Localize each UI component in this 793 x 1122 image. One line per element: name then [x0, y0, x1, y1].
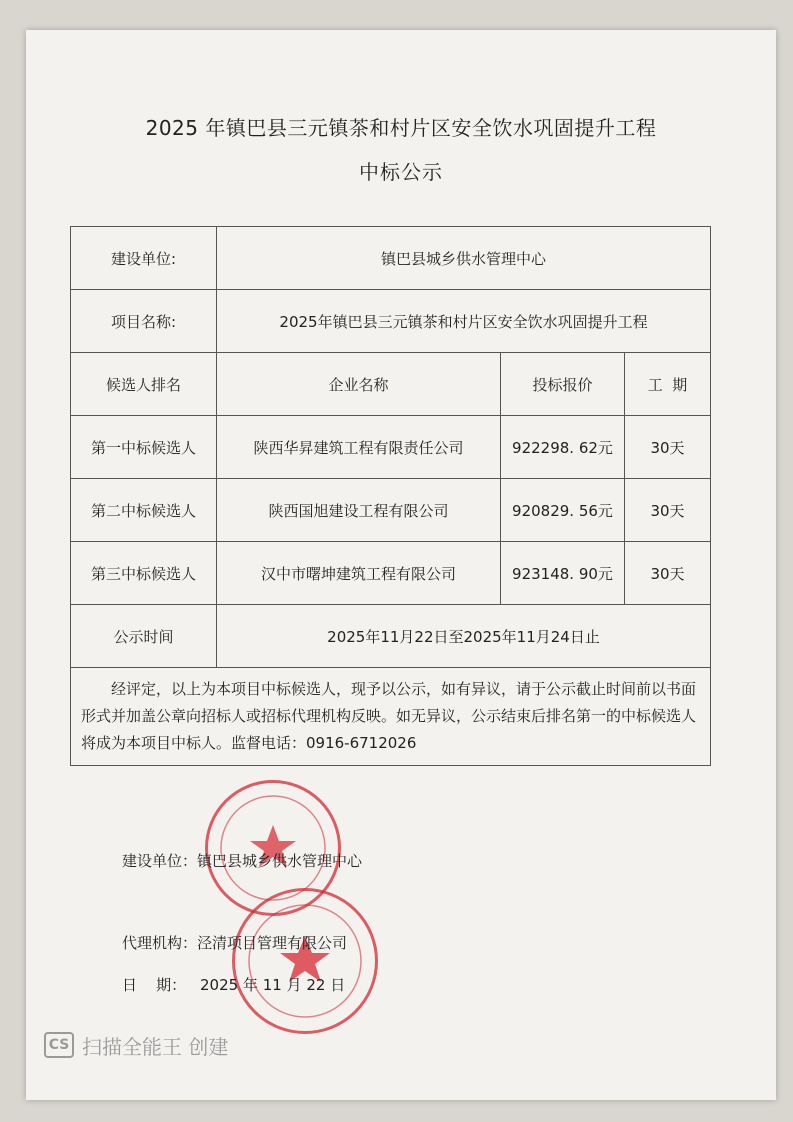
footer-date-value: 2025 年 11 月 22 日 — [200, 976, 346, 994]
notice-text: 经评定，以上为本项目中标候选人，现予以公示，如有异议，请于公示截止时间前以书面形式并加盖公章向招标人或招标代理机构反映。如无异议，公示结束后排名第一的中标候选人将成为本项目中标人。监督电话：0916-6712026 — [71, 668, 711, 766]
rank-cell: 第二中标候选人 — [71, 479, 217, 542]
table-row — [71, 542, 711, 605]
publicity-time-label: 公示时间 — [71, 605, 217, 668]
company-cell: 陕西华昇建筑工程有限责任公司 — [217, 416, 501, 479]
period-cell: 30天 — [625, 542, 711, 605]
builder-value: 镇巴县城乡供水管理中心 — [217, 227, 711, 290]
rank-cell: 第三中标候选人 — [71, 542, 217, 605]
header-row — [71, 353, 711, 416]
header-period: 工 期 — [625, 353, 711, 416]
table-row — [71, 479, 711, 542]
header-price: 投标报价 — [501, 353, 625, 416]
project-label: 项目名称: — [71, 290, 217, 353]
document-subtitle: 中标公示 — [359, 160, 443, 184]
notice-row — [71, 668, 711, 766]
publicity-time-value: 2025年11月22日至2025年11月24日止 — [217, 605, 711, 668]
company-cell: 汉中市曙坤建筑工程有限公司 — [217, 542, 501, 605]
builder-row — [71, 227, 711, 290]
rank-cell: 第一中标候选人 — [71, 416, 217, 479]
builder-label: 建设单位: — [71, 227, 217, 290]
camscanner-logo-icon: CS — [44, 1032, 74, 1058]
footer-date-label: 日 期： — [122, 976, 187, 994]
watermark-text: 扫描全能王 创建 — [82, 1034, 229, 1059]
project-row — [71, 290, 711, 353]
bid-result-table — [70, 226, 711, 766]
price-cell: 923148. 90元 — [501, 542, 625, 605]
publicity-time-row — [71, 605, 711, 668]
price-cell: 922298. 62元 — [501, 416, 625, 479]
scanner-watermark — [44, 1030, 228, 1060]
header-company: 企业名称 — [217, 353, 501, 416]
document-title: 2025 年镇巴县三元镇茶和村片区安全饮水巩固提升工程 — [145, 116, 657, 140]
period-cell: 30天 — [625, 479, 711, 542]
header-rank: 候选人排名 — [71, 353, 217, 416]
company-cell: 陕西国旭建设工程有限公司 — [217, 479, 501, 542]
agent-seal-stamp — [232, 888, 378, 1034]
footer-builder: 建设单位：镇巴县城乡供水管理中心 — [122, 852, 363, 870]
footer-agent: 代理机构：泾清项目管理有限公司 — [122, 934, 348, 952]
period-cell: 30天 — [625, 416, 711, 479]
price-cell: 920829. 56元 — [501, 479, 625, 542]
project-value: 2025年镇巴县三元镇茶和村片区安全饮水巩固提升工程 — [217, 290, 711, 353]
table-row — [71, 416, 711, 479]
